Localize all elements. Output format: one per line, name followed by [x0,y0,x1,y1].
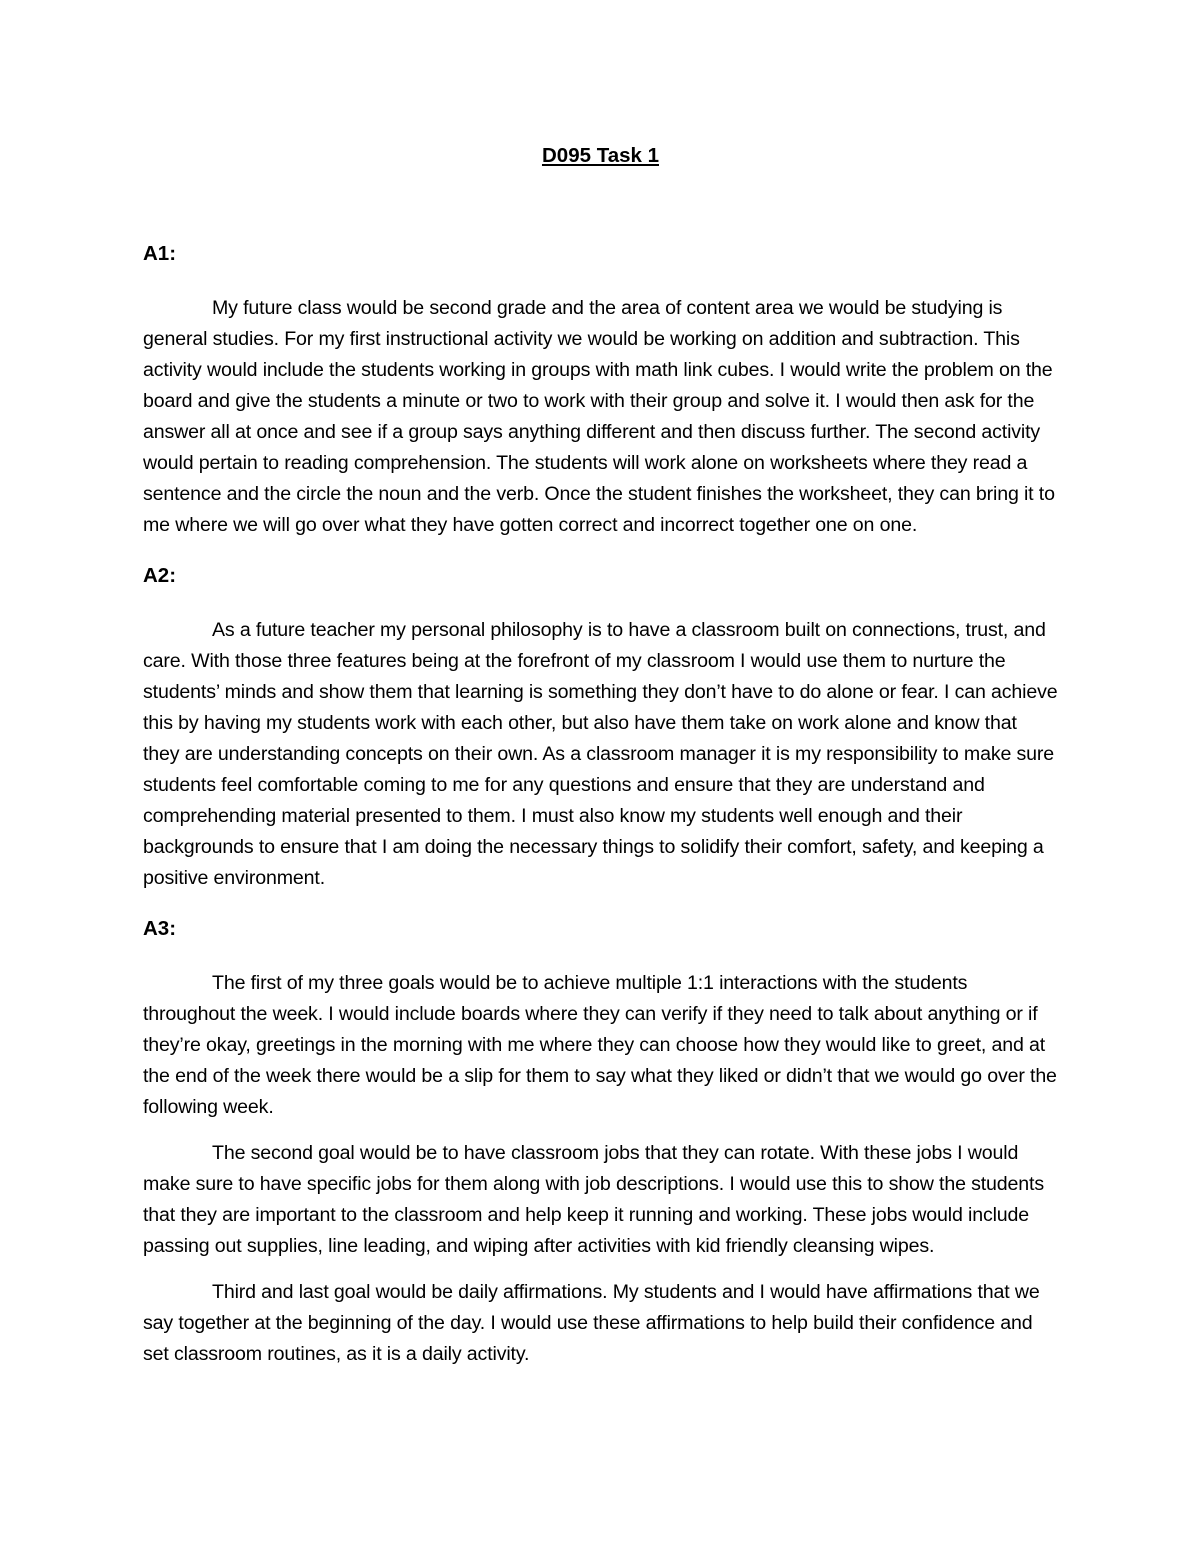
document-body [143,140,1058,1370]
paragraph-a2: As a future teacher my personal philosophy is to have a classroom built on connections, trust, and care. With those three features being at the forefront of my classroom I would use them to nurture the students’ minds and show them that learning is something they don’t have to do alone or fear. I can achieve this by having my students work with each other, but also have them take on work alone and know that they are understanding concepts on their own. As a classroom manager it is my responsibility to make sure students feel comfortable coming to me for any questions and ensure that they are understand and comprehending material presented to them. I must also know my students well enough and their backgrounds to ensure that I am doing the necessary things to solidify their comfort, safety, and keeping a positive environment. [143,619,1058,889]
paragraph-a3-goal-one: The first of my three goals would be to achieve multiple 1:1 interactions with the students throughout the week. I would include boards where they can verify if they need to talk about anything or if they’re okay, greetings in the morning with me where they can choose how they would like to greet, and at the end of the week there would be a slip for them to say what they liked or didn’t that we would go over the following week. [143,972,1057,1118]
section-heading-a1: A1: [143,242,177,265]
paragraph-a1: My future class would be second grade and the area of content area we would be studying is general studies. For my first instructional activity we would be working on addition and subtraction. This activity would include the students working in groups with math link cubes. I would write the problem on the board and give the students a minute or two to work with their group and solve it. I would then ask for the answer all at once and see if a group says anything different and then discuss further. The second activity would pertain to reading comprehension. The students will work alone on worksheets where they read a sentence and the circle the noun and the verb. Once the student finishes the worksheet, they can bring it to me where we will go over what they have gotten correct and incorrect together one on one. [143,297,1055,536]
section-heading-a2: A2: [143,564,177,587]
paragraph-a3-goal-three: Third and last goal would be daily affirmations. My students and I would have affirmations that we say together at the beginning of the day. I would use these affirmations to help build their confidence and set classroom routines, as it is a daily activity. [143,1281,1040,1365]
section-heading-a3: A3: [143,917,177,940]
document-title: D095 Task 1 [541,144,659,167]
paragraph-a3-goal-two: The second goal would be to have classroom jobs that they can rotate. With these jobs I would make sure to have specific jobs for them along with job descriptions. I would use this to show the students that they are important to the classroom and help keep it running and working. These jobs would include passing out supplies, line leading, and wiping after activities with kid friendly cleansing wipes. [143,1142,1044,1257]
